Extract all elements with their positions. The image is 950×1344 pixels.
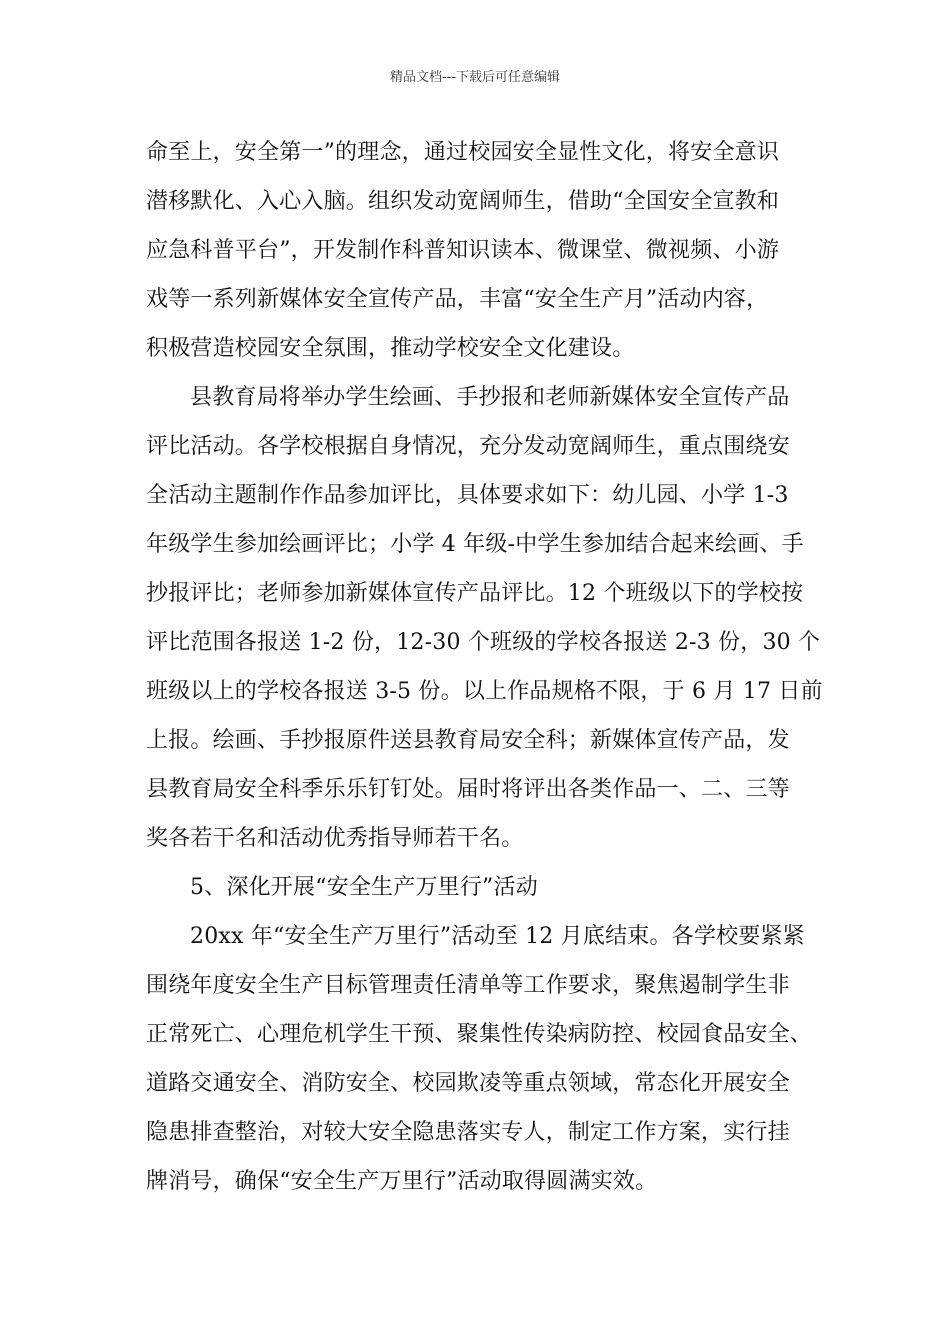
text-line: 20xx 年“安全生产万里行”活动至 12 月底结束。各学校要紧紧	[190, 924, 805, 949]
text-line: 戏等一系列新媒体安全宣传产品，丰富“安全生产月”活动内容，	[146, 287, 769, 312]
text-line: 正常死亡、心理危机学生干预、聚集性传染病防控、校园食品安全、	[146, 1022, 813, 1047]
text-line: 隐患排查整治，对较大安全隐患落实专人，制定工作方案，实行挂	[146, 1120, 790, 1145]
text-line: 围绕年度安全生产目标管理责任清单等工作要求，聚焦遏制学生非	[146, 973, 790, 998]
text-line: 评比范围各报送 1-2 份，12-30 个班级的学校各报送 2-3 份，30 个	[146, 630, 821, 655]
text-line: 县教育局将举办学生绘画、手抄报和老师新媒体安全宣传产品	[190, 385, 790, 410]
paragraph	[146, 373, 823, 863]
text-line: 牌消号，确保“安全生产万里行”活动取得圆满实效。	[146, 1169, 658, 1194]
page-header: 精品文档---下载后可任意编辑	[389, 70, 561, 85]
text-line: 年级学生参加绘画评比；小学 4 年级-中学生参加结合起来绘画、手	[146, 532, 804, 557]
text-line: 上报。绘画、手抄报原件送县教育局安全科；新媒体宣传产品，发	[146, 728, 790, 753]
paragraph	[146, 912, 814, 1206]
text-line: 全活动主题制作作品参加评比，具体要求如下：幼儿园、小学 1-3	[146, 483, 789, 508]
text-line: 评比活动。各学校根据自身情况，充分发动宽阔师生，重点围绕安	[146, 434, 790, 459]
text-line: 班级以上的学校各报送 3-5 份。以上作品规格不限，于 6 月 17 日前	[146, 679, 823, 704]
text-line: 5、深化开展“安全生产万里行”活动	[190, 875, 538, 900]
text-line: 奖各若干名和活动优秀指导师若干名。	[146, 826, 524, 851]
text-line: 积极营造校园安全氛围，推动学校安全文化建设。	[146, 336, 635, 361]
section-heading	[146, 863, 814, 912]
text-line: 道路交通安全、消防安全、校园欺凌等重点领域，常态化开展安全	[146, 1071, 790, 1096]
text-line: 县教育局安全科季乐乐钉钉处。届时将评出各类作品一、二、三等	[146, 777, 790, 802]
text-line: 命至上，安全第一”的理念，通过校园安全显性文化，将安全意识	[146, 140, 780, 165]
text-line: 应急科普平台”，开发制作科普知识读本、微课堂、微视频、小游	[146, 238, 780, 263]
text-line: 潜移默化、入心入脑。组织发动宽阔师生，借助“全国安全宣教和	[146, 189, 780, 214]
paragraph	[146, 128, 814, 373]
text-line: 抄报评比；老师参加新媒体宣传产品评比。12 个班级以下的学校按	[146, 581, 804, 606]
document-body	[146, 128, 823, 1206]
